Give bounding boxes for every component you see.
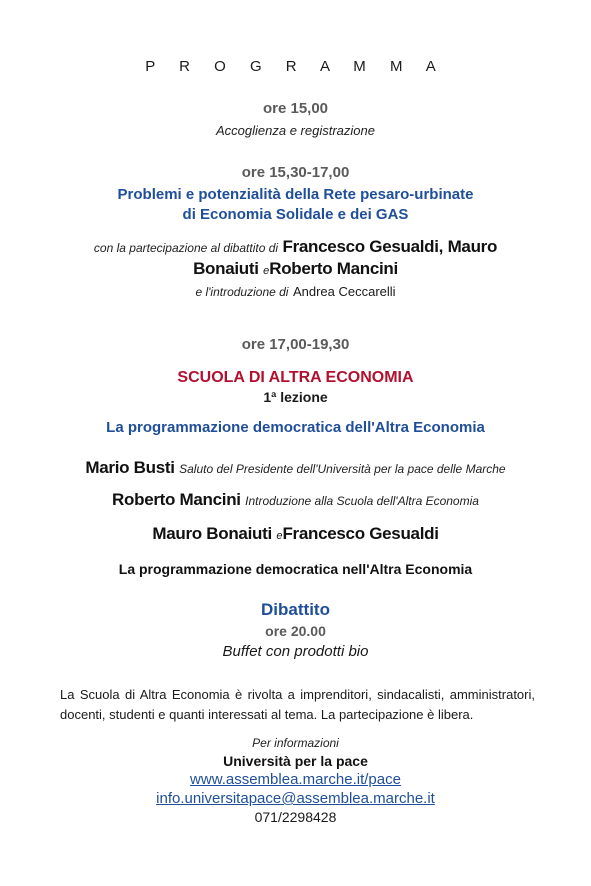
program-heading: P R O G R A M M A	[145, 58, 446, 75]
intro-name: Andrea Ceccarelli	[292, 284, 396, 299]
session2-title-line2: di Economia Solidale e dei GAS	[182, 206, 409, 223]
speaker-row-busti	[0, 458, 591, 478]
speaker-mauro: Mauro	[447, 237, 498, 256]
session2-time: ore 15,30-17,00	[241, 164, 350, 181]
intro-text: e l'introduzione di	[195, 285, 289, 299]
website-row	[0, 771, 591, 789]
comma: ,	[438, 237, 444, 256]
debate-title: Dibattito	[261, 600, 330, 619]
participation-intro: con la partecipazione al dibattito di	[93, 241, 279, 255]
debate-time: ore 20.00	[265, 623, 326, 639]
info-paragraph: La Scuola di Altra Economia è rivolta a imprenditori, sindacalisti, amministratori, docenti, studenti e quanti interessati al tema. La partecipazione è libera.	[60, 687, 535, 722]
session2-participants-line2	[0, 259, 591, 279]
session2-introduction	[0, 283, 591, 301]
speaker-francesco-gesualdi: Francesco Gesualdi	[282, 237, 439, 256]
speaker-row-bonaiuti-gesualdi	[0, 524, 591, 544]
conjunction: e	[263, 265, 270, 277]
session2-title-line1: Problemi e potenzialità della Rete pesaro-urbinate	[117, 186, 474, 203]
speaker-name: Mauro Bonaiuti	[152, 524, 272, 543]
session1-time: ore 15,00	[262, 100, 329, 117]
session2-participants-line1	[0, 237, 591, 257]
email-link[interactable]: info.universitapace@assemblea.marche.it	[156, 790, 435, 807]
speaker-name: Francesco Gesualdi	[282, 524, 439, 543]
lesson-number: 1ª lezione	[263, 389, 328, 405]
phone-number: 071/2298428	[254, 809, 337, 825]
session3-time: ore 17,00-19,30	[241, 336, 350, 353]
lesson-title: La programmazione democratica dell'Altra Economia	[106, 419, 485, 436]
website-link[interactable]: www.assemblea.marche.it/pace	[190, 771, 401, 788]
speaker-role: Introduzione alla Scuola dell'Altra Economia	[245, 494, 479, 508]
buffet-description: Buffet con prodotti bio	[222, 643, 369, 660]
speaker-name: Roberto Mancini	[112, 490, 241, 509]
session3-topic: La programmazione democratica nell'Altra Economia	[118, 561, 473, 577]
session1-description: Accoglienza e registrazione	[216, 123, 375, 138]
speaker-bonaiuti: Bonaiuti	[193, 259, 259, 278]
speaker-roberto-mancini: Roberto Mancini	[269, 259, 398, 278]
school-title: SCUOLA DI ALTRA ECONOMIA	[177, 369, 414, 386]
speaker-name: Mario Busti	[85, 458, 175, 477]
organization-name: Università per la pace	[223, 753, 368, 769]
speaker-role: Saluto del Presidente dell'Università per la pace delle Marche	[179, 462, 506, 476]
email-row	[0, 790, 591, 808]
conjunction: e	[276, 530, 283, 542]
info-label: Per informazioni	[252, 736, 339, 750]
speaker-row-mancini	[0, 490, 591, 510]
